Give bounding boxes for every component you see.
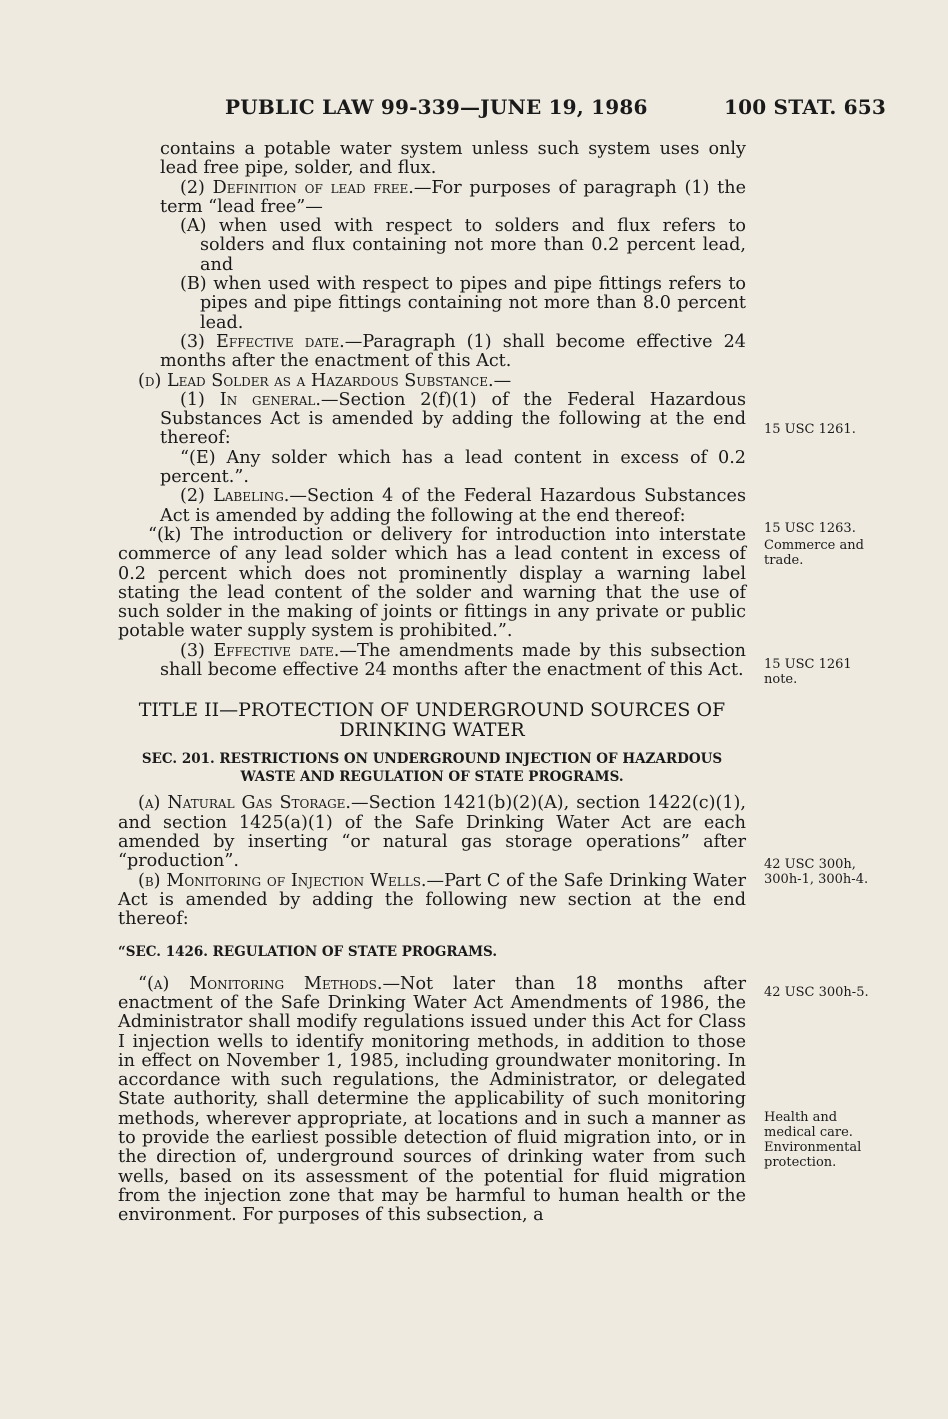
paragraph-heading: (1) In general. xyxy=(180,389,321,410)
paragraph-heading: (3) Effective date. xyxy=(180,640,340,661)
paragraph-heading: (b) Monitoring of Injection Wells. xyxy=(138,870,427,891)
running-header-right: 100 STAT. 653 xyxy=(724,95,886,119)
margin-note-15-usc-1263: 15 USC 1263. xyxy=(764,521,856,536)
quoted-amendment-k: “(k) The introduction or delivery for introduction into interstate commerce of any lead solder which has a lead content in excess of 0.2 percent which does not prominently display a warning label stating the lead content of the solder and warning that the use of such solder in the making of joints or fittings in any private or public potable water supply system is prohibited.”. xyxy=(118,524,746,642)
subparagraph-a: (A) when used with respect to solders and flux refers to solders and flux containing not more than 0.2 percent lead, and xyxy=(180,216,746,275)
subparagraph-b: (B) when used with respect to pipes and pipe fittings refers to pipes and pipe fittings containing not more than 8.0 percent lead. xyxy=(180,274,746,333)
subsection-natural-gas-storage: (a) Natural Gas Storage.—Section 1421(b)(2)(A), section 1422(c)(1), and section 1425(a)(1) of the Safe Drinking Water Act are each amended by inserting “or natural gas storage operations” after “production”. xyxy=(118,793,746,872)
paragraph-effective-date-2: (3) Effective date.—The amendments made by this subsection shall become effective 24 months after the enactment of this Act. xyxy=(160,640,746,681)
margin-note-commerce: Commerce and trade. xyxy=(764,538,864,568)
subsection-monitoring-methods: “(a) Monitoring Methods.—Not later than 18 months after enactment of the Safe Drinking Water Act Amendments of 1986, the Administrator shall modify regulations issued under this Act for Class I injection wells to identify monitoring methods, in addition to those in effect on November 1, 1985, including groundwater monitoring. In accordance with such regulations, the Administrator, or delegated State authority, shall determine the applicability of such monitoring methods, wherever appropriate, at locations and in such a manner as to provide the earliest possible detection of fluid migration into, or in the direction of, underground sources of drinking water from such wells, based on its assessment of the potential for fluid migration from the injection zone that may be harmful to human health or the environment. For purposes of this subsection, a xyxy=(118,973,746,1226)
paragraph-heading: “(a) Monitoring Methods. xyxy=(138,973,383,994)
section-heading-1426: “SEC. 1426. REGULATION OF STATE PROGRAMS. xyxy=(118,944,498,961)
paragraph-heading: (3) Effective date. xyxy=(180,331,345,352)
paragraph-in-general: (1) In general.—Section 2(f)(1) of the Federal Hazardous Substances Act is amended by adding the following at the end thereof: xyxy=(160,389,746,449)
paragraph-heading: (a) Natural Gas Storage. xyxy=(138,793,352,814)
paragraph-heading: (d) Lead Solder as a Hazardous Substance. xyxy=(138,370,494,391)
quoted-amendment-e: “(E) Any solder which has a lead content in excess of 0.2 percent.”. xyxy=(160,447,746,488)
margin-note-health: Health and medical care. Environmental protection. xyxy=(764,1110,862,1170)
paragraph-continuation: contains a potable water system unless such system uses only lead free pipe, solder, and flux. xyxy=(160,139,746,179)
paragraph-effective-date: (3) Effective date.—Paragraph (1) shall become effective 24 months after the enactment of this Act. xyxy=(160,331,747,372)
paragraph-labeling: (2) Labeling.—Section 4 of the Federal Hazardous Substances Act is amended by adding the following at the end thereof: xyxy=(160,486,746,526)
margin-note-15-usc-1261-note: 15 USC 1261 note. xyxy=(764,657,852,687)
paragraph-heading: (2) Definition of lead free. xyxy=(180,177,414,198)
document-body xyxy=(118,140,746,1226)
title-heading: TITLE II—PROTECTION OF UNDERGROUND SOURCES OF DRINKING WATER xyxy=(138,699,726,742)
paragraph-heading: (2) Labeling. xyxy=(180,486,290,507)
paragraph-definition-lead-free: (2) Definition of lead free.—For purposes of paragraph (1) the term “lead free”— xyxy=(160,177,746,217)
running-header-left: PUBLIC LAW 99-339—JUNE 19, 1986 xyxy=(225,95,648,119)
margin-note-42-usc-300h-5: 42 USC 300h-5. xyxy=(764,985,869,1000)
subsection-monitoring-injection-wells: (b) Monitoring of Injection Wells.—Part C of the Safe Drinking Water Act is amended by adding the following new section at the end thereof: xyxy=(118,870,746,930)
section-heading-201: SEC. 201. RESTRICTIONS ON UNDERGROUND INJECTION OF HAZARDOUS WASTE AND REGULATION OF STATE PROGRAMS. xyxy=(141,751,723,786)
margin-note-42-usc-300h: 42 USC 300h, 300h-1, 300h-4. xyxy=(764,857,869,887)
subsection-d-heading: (d) Lead Solder as a Hazardous Substance.— xyxy=(138,370,512,391)
margin-note-15-usc-1261: 15 USC 1261. xyxy=(764,422,856,437)
